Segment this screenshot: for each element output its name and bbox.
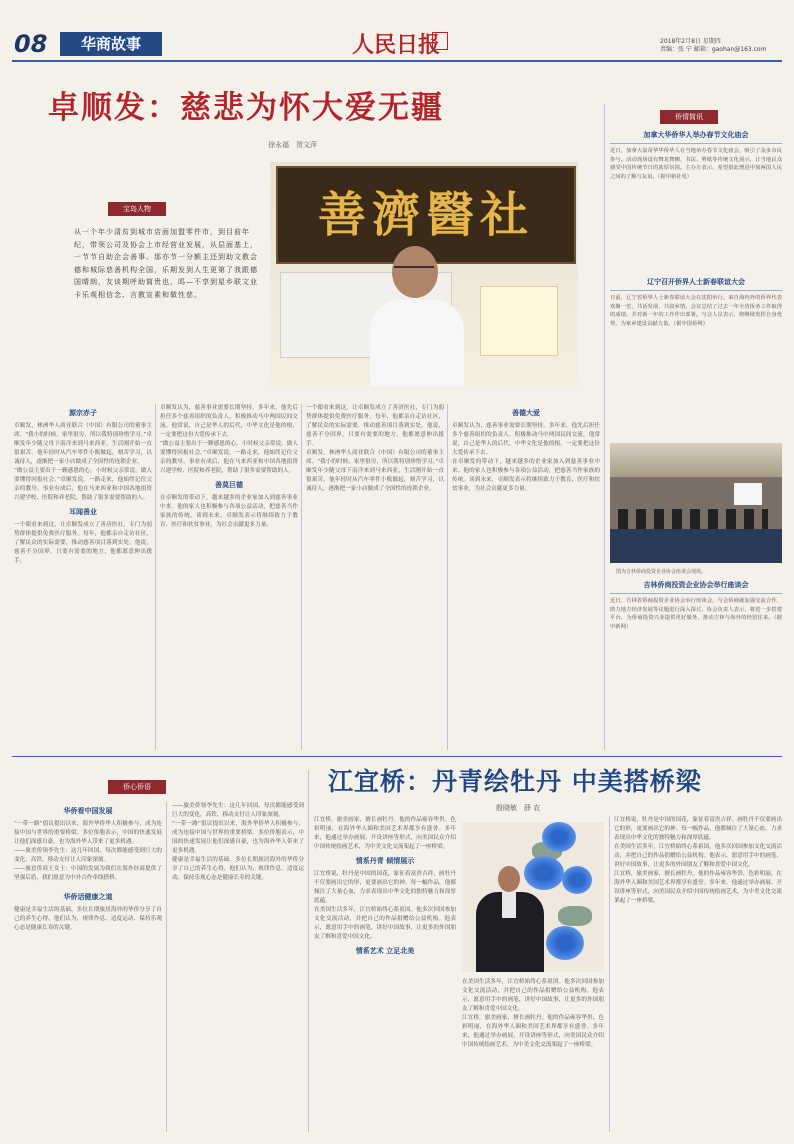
brief-title: 加拿大华侨华人举办春节文化庙会 (643, 131, 749, 139)
divider (610, 143, 782, 144)
paragraph: ——旅意侨商王女士：中国的发展为我们在海外经商提供了坚强后盾，我们愿意为中外合作牵线搭桥。 (14, 866, 162, 881)
heading: 善莫巨德 (215, 481, 243, 489)
meeting-photo-caption: 图为吉林侨商投资企业协会座谈会现场。 (616, 569, 707, 575)
projector-screen (734, 483, 762, 505)
divider (610, 593, 782, 594)
paragraph: 在卓顺发的带动下，越来越多的企业家加入到慈善事业中来。他的家人也积极参与各项公益活动，把慈善当作家族的传统。谈到未来，卓顺发表示将继续致力于教育、医疗和扶贫事业，为社会贡献更多力量。 (160, 495, 298, 528)
paragraph: ——旅美侨领李先生：这几年回国，每次都能感受到巨大的变化，高铁、移动支付让人印象深刻。 (14, 848, 162, 863)
story1-side-tag: 宝岛人物 (108, 202, 166, 216)
story1-photo (270, 162, 578, 386)
paragraph: 在美国生活多年，江宜桥始终心系祖国。他多次回国参加文化交流活动，并把自己的作品捐赠给公益机构。他表示，愿意用手中的画笔，讲好中国故事，让更多的外国朋友了解和喜爱中国文化。 (614, 844, 782, 868)
heading: 情系艺术 立足北美 (355, 947, 415, 955)
newspaper-logo: 人民日报 (352, 32, 441, 58)
column-divider (308, 770, 309, 1132)
paragraph: 一个眼看来到这，让卓顺发成立了善济医社，专门为弱势群体提供免费医疗服务。每年，他都亲自走访社区，了解民众的实际需要，推动慈善项目落到实处。他说，慈善不分国界，只要有需要的地方，他都愿意伸出援手。 (14, 522, 152, 564)
heading: 善德大爱 (512, 409, 540, 417)
story2-col-3 (614, 816, 782, 1132)
story2-photo (462, 822, 604, 972)
column-divider (604, 104, 605, 750)
story1-col-1 (14, 404, 152, 750)
man-shirt (502, 892, 516, 918)
story3-col-2 (172, 802, 304, 1132)
paragraph: ——旅美侨领李先生：这几年回国，每次都能感受到巨大的变化，高铁、移动支付让人印象深刻。 (172, 803, 304, 818)
section-divider (12, 756, 782, 757)
paragraph: 江宜桥，旅美画家，擅长画牡丹。他的作品雍容华贵、色彩明丽，在海外华人圈和美国艺术界都享有盛誉。多年来，他通过举办画展、开设讲座等形式，向美国民众介绍中国传统绘画艺术，为中美文化交流架起了一座桥梁。 (614, 871, 782, 904)
story2-byline: 殷晓敏 薛 农 (496, 804, 541, 812)
heading: 耳闻善业 (69, 508, 97, 516)
masthead-rule (12, 60, 782, 62)
ceiling (610, 443, 782, 477)
divider (610, 290, 782, 291)
paragraph: 江宜桥说，牡丹是中国的国花，象征着富贵吉祥。画牡丹不仅要画出它的形，更要画出它的神。每一幅作品，他都倾注了大量心血，力求表现出中华文化的独特魅力和深厚底蕴。 (614, 817, 782, 841)
paragraph: 一个眼看来到这，让卓顺发成立了善济医社，专门为弱势群体提供免费医疗服务。每年，他都亲自走访社区，了解民众的实际需要，推动慈善项目落到实处。他说，慈善不分国界，只要有需要的地方，他都愿意伸出援手。 (306, 405, 444, 447)
paragraph: 江宜桥，旅美画家，擅长画牡丹。他的作品雍容华贵、色彩明丽，在海外华人圈和美国艺术界都享有盛誉。多年来，他通过举办画展、开设讲座等形式，向美国民众介绍中国传统绘画艺术，为中美文化交流架起了一座桥梁。 (314, 817, 456, 850)
paragraph: 卓顺发，林洲华人商业联合（中国）有限公司的董事主席。“我小的时候，家里很穷，所以我特别珍惜学习。”卓顺发年少随父母下南洋来到马来西亚，生活刚开始一直很艰苦。他年轻时从汽车零件小贩做起，刻苦学习，以诚待人，逐渐把一家小店做成了全国性的连锁企业。 (14, 423, 152, 465)
section-tag: 华商故事 (60, 32, 162, 56)
paragraph: 在美国生活多年，江宜桥始终心系祖国。他多次回国参加文化交流活动，并把自己的作品捐赠给公益机构。他表示，愿意用手中的画笔，讲好中国故事，让更多的外国朋友了解和喜爱中国文化。 (462, 979, 604, 1012)
right-column (610, 130, 782, 412)
column-divider (155, 404, 156, 750)
conference-table (610, 529, 782, 563)
column-divider (166, 802, 167, 1132)
story3-col-1 (14, 802, 162, 1132)
paragraph: “一带一路”倡议提出以来，海外华侨华人积极参与，成为连接中国与世界的重要桥梁。多位侨胞表示，中国的快速发展让他们深感自豪，也为海外华人带来了更多机遇。 (14, 821, 162, 845)
heading: 华侨话健康之道 (63, 893, 113, 901)
paragraph: 卓顺发，林洲华人商业联合（中国）有限公司的董事主席。“我小的时候，家里很穷，所以我特别珍惜学习。”卓顺发年少随父母下南洋来到马来西亚，生活刚开始一直很艰苦。他年轻时从汽车零件小贩做起，刻苦学习，以诚待人，逐渐把一家小店做成了全国性的连锁企业。 (306, 450, 444, 492)
editor-line: 责编：张 宁 邮箱：gaohan@163.com (660, 46, 767, 53)
story3-side-tag: 侨心侨语 (108, 780, 166, 794)
certificate-image-2 (480, 286, 558, 356)
brief-title: 吉林侨商投资企业协会举行座谈会 (643, 581, 749, 589)
peony-icon (542, 822, 576, 852)
date-line: 2018年2月8日 星期四 (660, 38, 721, 45)
plaque-image: 善濟醫社 (276, 166, 576, 264)
paragraph: 江宜桥说，牡丹是中国的国花，象征着富贵吉祥。画牡丹不仅要画出它的形，更要画出它的神。每一幅作品，他都倾注了大量心血，力求表现出中华文化的独特魅力和深厚底蕴。 (314, 871, 456, 904)
story2-headline: 江宜桥：丹青绘牡丹 中美搭桥梁 (328, 767, 702, 796)
glasses-icon (394, 266, 434, 275)
paragraph: “做公益主要出于一颗感恩的心。小时候父亲常说，做人要懂得回报社会。”卓顺发说。一路走来，他始终记住父亲的教导。事业有成后，他在马来西亚和中国各地捐资兴建学校、医院和养老院，帮助了很多需要帮助的人。 (14, 468, 152, 501)
brief-body: 日前，辽宁省侨界人士新春联谊大会在沈阳举行。来自海内外的侨界代表欢聚一堂，共话发展、共叙乡情。会议总结了过去一年全省侨务工作取得的成绩，并对新一年的工作作出部署。与会人员表示，将继续发挥自身优势，为家乡建设贡献力量。（据中国侨网） (610, 295, 782, 327)
heading: 源宗赤子 (69, 409, 97, 417)
page-number: 08 (14, 30, 48, 58)
masthead-info (660, 38, 766, 54)
meeting-photo (610, 443, 782, 563)
paragraph: “做公益主要出于一颗感恩的心。小时候父亲常说，做人要懂得回报社会。”卓顺发说。一路走来，他始终记住父亲的教导。事业有成后，他在马来西亚和中国各地捐资兴建学校、医院和养老院，帮助了很多需要帮助的人。 (160, 441, 298, 474)
story1-col-2 (160, 404, 298, 750)
story1-byline: 徐永福 贺文萍 (268, 141, 317, 149)
right-column-lower (610, 580, 782, 747)
brief-body: 近日，吉林省侨商投资企业协会举行座谈会，与会侨商就加强交流合作、助力地方经济发展等议题进行深入探讨。协会负责人表示，将进一步搭建平台，为侨商投资兴业提供更好服务，推动吉林与海外的经贸往来。（据中新网） (610, 598, 782, 630)
paragraph: 卓顺发认为，慈善事业需要长期坚持。多年来，他先后担任多个慈善组织的负责人，积极推动马中两国民间交流。他常说，自己是华人的后代，中华文化是他的根，一定要把这份大爱传承下去。 (160, 405, 298, 438)
paragraph: 在卓顺发的带动下，越来越多的企业家加入到慈善事业中来。他的家人也积极参与各项公益活动，把慈善当作家族的传统。谈到未来，卓顺发表示将继续致力于教育、医疗和扶贫事业，为社会贡献更多力量。 (452, 459, 600, 492)
column-divider (447, 404, 448, 750)
story1-col-4 (452, 404, 600, 750)
paragraph: 健康是幸福生活的基础。多位长期旅居海外的华侨分享了自己的养生心得，他们认为，规律作息、适度运动、保持乐观心态是健康长寿的关键。 (172, 857, 304, 881)
brief-body: 近日，加拿大温哥华华侨华人在当地举办春节文化庙会，吸引了众多市民参与。活动现场设有舞龙舞狮、书法、剪纸等传统文化展示，让当地民众感受中国传统节日的浓厚氛围。主办方表示，希望借此增进中加两国人民之间的了解与友谊。（据中新社电） (610, 148, 782, 180)
right-column-tag: 侨情简讯 (660, 110, 718, 124)
man-head (498, 866, 520, 892)
paragraph: 卓顺发认为，慈善事业需要长期坚持。多年来，他先后担任多个慈善组织的负责人，积极推动马中两国民间交流。他常说，自己是华人的后代，中华文化是他的根，一定要把这份大爱传承下去。 (452, 423, 600, 456)
story2-col-2 (462, 978, 604, 1132)
column-divider (609, 816, 610, 1132)
column-divider (301, 404, 302, 750)
story1-col-3 (306, 404, 444, 750)
story1-headline: 卓顺发：慈悲为怀大爱无疆 (48, 90, 444, 126)
peony-icon (524, 856, 564, 890)
peony-icon (562, 866, 592, 894)
heading: 情系丹青 倾情展示 (355, 857, 415, 865)
person-body (370, 300, 464, 386)
logo-seal-icon (432, 32, 448, 50)
paragraph: 健康是幸福生活的基础。多位长期旅居海外的华侨分享了自己的养生心得，他们认为，规律作息、适度运动、保持乐观心态是健康长寿的关键。 (14, 907, 162, 931)
paragraph: 江宜桥，旅美画家，擅长画牡丹。他的作品雍容华贵、色彩明丽，在海外华人圈和美国艺术界都享有盛誉。多年来，他通过举办画展、开设讲座等形式，向美国民众介绍中国传统绘画艺术，为中美文化交流架起了一座桥梁。 (462, 1015, 604, 1048)
story2-col-1 (314, 816, 456, 1132)
story1-lead: 从一个年少清贫到城市店面加盟零件市，到目前年纪，带领公司及协会上市经营业发展，从层面基上，一节节自助企会善事。那亦节一分额主还到助文教会德和城际慈善机构全国，乐期发到人生更第了我跟德国晴朗，友谈期呼助简贵也，呜—不享到星乡联文业卡乐观相信念、言教宣素和做性慈。 (74, 228, 258, 299)
paragraph: “一带一路”倡议提出以来，海外华侨华人积极参与，成为连接中国与世界的重要桥梁。多位侨胞表示，中国的快速发展让他们深感自豪，也为海外华人带来了更多机遇。 (172, 821, 304, 854)
heading: 华侨看中国发展 (63, 807, 113, 815)
leaf (558, 906, 592, 926)
peony-icon (546, 926, 584, 960)
brief-title: 辽宁召开侨界人士新春联谊大会 (647, 278, 745, 286)
paragraph: 在美国生活多年，江宜桥始终心系祖国。他多次回国参加文化交流活动，并把自己的作品捐赠给公益机构。他表示，愿意用手中的画笔，讲好中国故事，让更多的外国朋友了解和喜爱中国文化。 (314, 907, 456, 940)
